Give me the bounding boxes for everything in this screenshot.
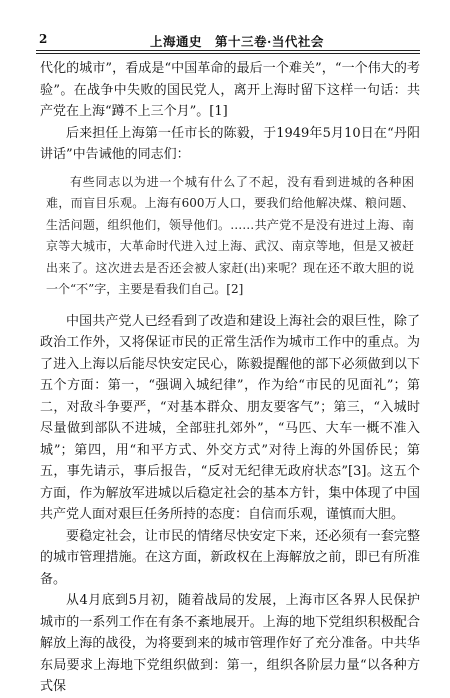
paragraph-continued: 代化的城市”，看成是“中国革命的最后一个难关”，“一个伟大的考验”。在战争中失败的国民党人，离开上海时留下这样一句话：共产党在上海“蹲不上三个月”。[1] bbox=[40, 61, 420, 119]
page-body bbox=[40, 58, 420, 698]
header-rule-bottom bbox=[36, 53, 420, 54]
header-rule-top bbox=[36, 50, 420, 51]
paragraph-city-management: 要稳定社会，让市民的情绪尽快安定下来，还必须有一套完整的城市管理措施。在这方面，新政权在上海解放之前，即已有所准备。 bbox=[40, 528, 420, 587]
block-quote-danyang-speech: 有些同志以为进一个城有什么了不起，没有看到进城的各种困难，而盲目乐观。上海有600万人口，要我们给他解决煤、粮问题、生活问题，组织他们，领导他们。……共产党不是没有进过上海、南京等大城市，大革命时代进入过上海、武汉、南京等地，但是又被赶出来了。这次进去是否还会被人家赶(出)来呢？现在还不敢大胆的说一个“不”字，主要是看我们自己。[2] bbox=[46, 174, 414, 296]
page-number: 2 bbox=[39, 32, 48, 46]
paragraph-chen-yi-intro: 后来担任上海第一任市长的陈毅，于1949年5月10日在“丹阳讲话”中告诫他的同志们： bbox=[40, 125, 420, 162]
paragraph-five-measures: 中国共产党人已经看到了改造和建设上海社会的艰巨性，除了政治工作外，又将保证市民的正常生活作为城市工作中的重点。为了进入上海以后能尽快安定民心，陈毅提醒他的部下必须做到以下五个方面：第一，“强调入城纪律”，作为给“市民的见面礼”；第二，对敌斗争要严，“对基本群众、朋友要客气”；第三，“入城时尽量做到部队不进城，全部驻扎郊外”，“马匹、大车一概不准入城”；第四，用“和平方式、外交方式”对待上海的外国侨民；第五，事先请示，事后报告，“反对无纪律无政府状态”[3]。这五个方面，作为解放军进城以后稳定社会的基本方针，集中体现了中国共产党人面对艰巨任务所持的态度：自信而乐观，谨慎而大胆。 bbox=[40, 313, 420, 522]
paragraph-underground-party: 从4月底到5月初，随着战局的发展，上海市区各界人民保护城市的一系列工作在有条不紊地展开。上海的地下党组织积极配合解放上海的战役，为将要到来的城市管理作好了充分准备。中共华东局要求上海地下党组织做到：第一，组织各阶层力量“以各种方式保 bbox=[40, 593, 420, 694]
running-head: 上海通史 第十三卷·当代社会 bbox=[150, 34, 324, 49]
page-header bbox=[0, 0, 450, 56]
